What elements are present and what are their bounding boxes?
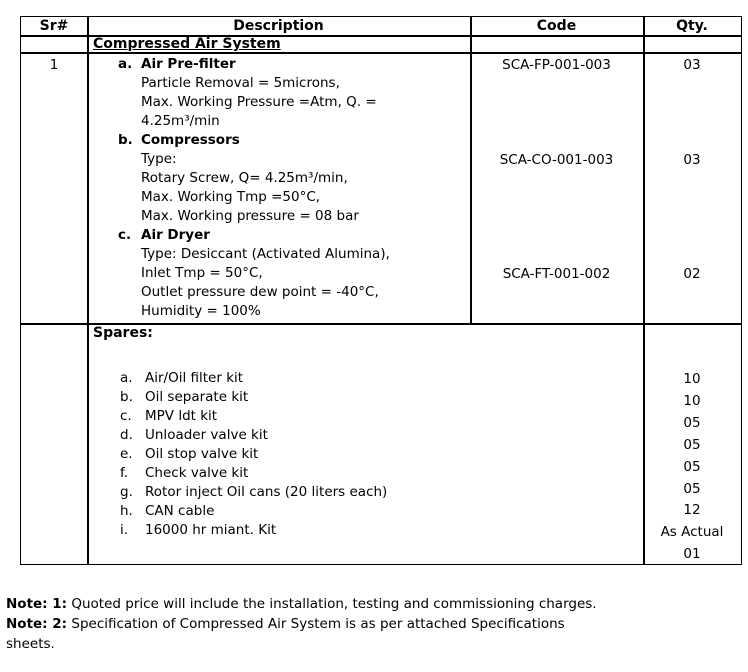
list-marker: a. — [118, 56, 133, 72]
description-line — [118, 112, 390, 131]
spares-title: Spares: — [93, 325, 153, 341]
description-line — [118, 93, 390, 112]
code-value: SCA-CO-001-003 — [499, 152, 614, 168]
description-line — [118, 74, 390, 93]
description-text: Humidity = 100% — [141, 303, 261, 319]
list-marker: b. — [120, 389, 133, 405]
code-value: SCA-FP-001-003 — [502, 57, 611, 73]
description-line — [118, 207, 390, 226]
spares-qty-value: 05 — [683, 436, 701, 453]
description-text: Rotary Screw, Q= 4.25m³/min, — [141, 170, 348, 186]
note-text: Quoted price will include the installation, testing and commissioning charges. — [67, 596, 597, 612]
description-text: Max. Working Pressure =Atm, Q. = — [141, 94, 377, 110]
description-line — [118, 226, 390, 245]
description-line — [120, 388, 387, 407]
note-label: Note: 2: — [6, 616, 68, 632]
spares-item-list — [120, 369, 387, 540]
description-text: Max. Working Tmp =50°C, — [141, 189, 321, 205]
section-title: Compressed Air System — [93, 36, 281, 52]
description-line — [118, 264, 390, 283]
spares-qty-value: 05 — [683, 480, 701, 497]
row1-sr-number: 1 — [49, 57, 59, 73]
note-line — [6, 594, 597, 614]
description-text: CAN cable — [145, 503, 215, 519]
description-line — [120, 407, 387, 426]
column-header-code: Code — [536, 18, 577, 34]
description-text: Check valve kit — [145, 465, 249, 481]
description-line — [118, 55, 390, 74]
description-text: Type: Desiccant (Activated Alumina), — [141, 246, 390, 262]
description-text: Unloader valve kit — [145, 427, 268, 443]
spares-qty-value: 05 — [683, 414, 701, 431]
code-value: SCA-FT-001-002 — [502, 266, 611, 282]
description-line — [120, 369, 387, 388]
list-marker: g. — [120, 484, 133, 500]
row1-description-lines — [118, 55, 390, 321]
description-line — [120, 445, 387, 464]
qty-value: 03 — [683, 57, 701, 73]
note-line — [6, 614, 597, 634]
description-line — [118, 188, 390, 207]
description-text: Max. Working pressure = 08 bar — [141, 208, 359, 224]
list-marker: i. — [120, 522, 129, 538]
description-line — [118, 150, 390, 169]
description-line — [118, 131, 390, 150]
description-line — [120, 483, 387, 502]
column-header-sr: Sr# — [39, 18, 69, 34]
description-line — [118, 169, 390, 188]
list-marker: c. — [120, 408, 132, 424]
spares-qty-value: 01 — [683, 546, 701, 563]
column-header-qty: Qty. — [676, 18, 708, 34]
description-text: Air/Oil filter kit — [145, 370, 244, 386]
list-marker: c. — [118, 227, 132, 243]
note-label: Note: 1: — [6, 596, 68, 612]
spares-qty-value: 10 — [683, 392, 701, 409]
list-marker: f. — [120, 465, 129, 481]
description-text: Particle Removal = 5microns, — [141, 75, 340, 91]
description-text: Type: — [141, 151, 177, 167]
description-line — [118, 245, 390, 264]
note-line — [6, 634, 597, 654]
description-line — [120, 502, 387, 521]
list-marker: b. — [118, 132, 133, 148]
description-line — [120, 521, 387, 540]
list-marker: d. — [120, 427, 133, 443]
description-text: 16000 hr miant. Kit — [145, 522, 277, 538]
qty-value: 03 — [683, 152, 701, 168]
description-text: MPV ldt kit — [145, 408, 218, 424]
list-marker: a. — [120, 370, 133, 386]
description-text: Inlet Tmp = 50°C, — [141, 265, 263, 281]
spares-qty-value: As Actual — [660, 524, 724, 541]
description-line — [120, 426, 387, 445]
description-line — [118, 283, 390, 302]
note-text: Specification of Compressed Air System is as per attached Specifications — [67, 616, 565, 632]
items-table — [20, 16, 742, 565]
description-text: Compressors — [141, 132, 240, 148]
table-border-line — [87, 17, 89, 564]
description-text: Outlet pressure dew point = -40°C, — [141, 284, 379, 300]
column-header-description: Description — [233, 18, 324, 34]
description-line — [118, 302, 390, 321]
description-text: Air Dryer — [141, 227, 210, 243]
description-text: Air Pre-filter — [141, 56, 236, 72]
list-marker: e. — [120, 446, 133, 462]
spares-qty-column — [643, 369, 741, 566]
notes-section — [6, 594, 597, 654]
note-text: sheets. — [6, 636, 55, 652]
spares-qty-value: 10 — [683, 371, 701, 387]
list-marker: h. — [120, 503, 133, 519]
description-text: Oil stop valve kit — [145, 446, 259, 462]
description-text: Oil separate kit — [145, 389, 249, 405]
description-text: 4.25m³/min — [141, 113, 220, 129]
table-border-line — [21, 52, 741, 54]
description-text: Rotor inject Oil cans (20 liters each) — [145, 484, 388, 500]
qty-value: 02 — [683, 266, 701, 282]
description-line — [120, 464, 387, 483]
spares-qty-value: 05 — [683, 458, 701, 475]
spares-qty-value: 12 — [683, 502, 701, 519]
